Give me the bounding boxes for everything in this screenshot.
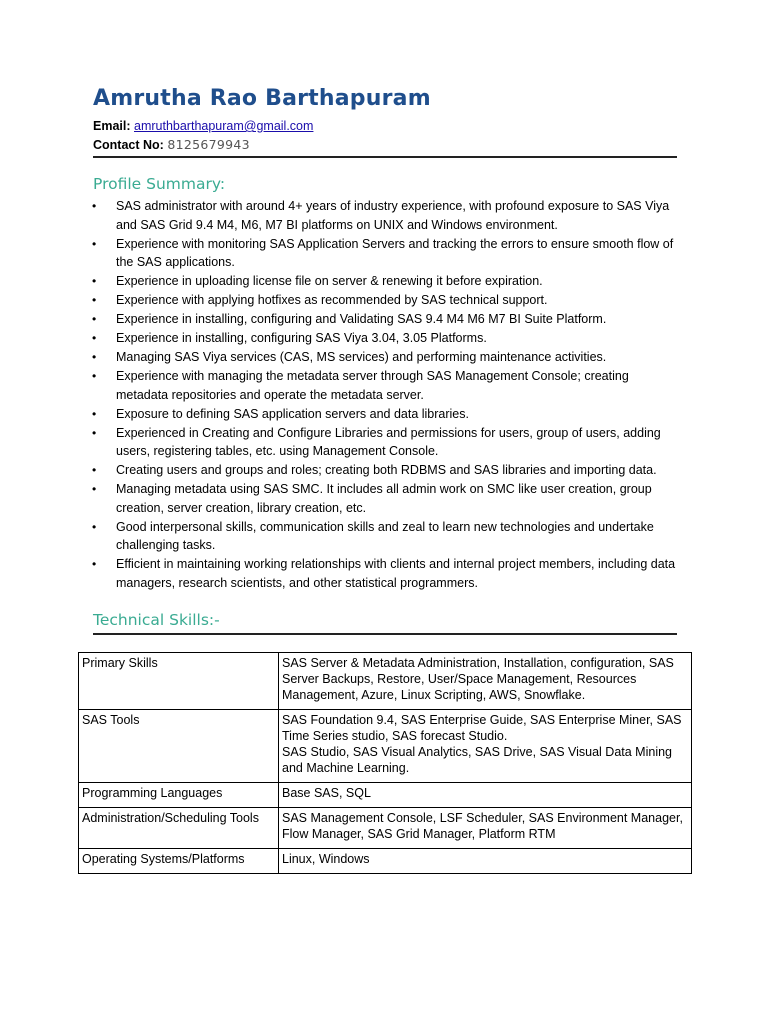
profile-bullet-text: Experience with managing the metadata server through SAS Management Console; creating metadata repositories and operate the metadata server.	[116, 369, 629, 402]
phone-line	[93, 137, 250, 152]
profile-summary-list	[93, 197, 683, 593]
profile-bullet-item	[93, 367, 683, 404]
skill-values	[279, 808, 692, 849]
bullet-icon: •	[92, 350, 97, 364]
email-link[interactable]: amruthbarthapuram@gmail.com	[134, 119, 314, 133]
bullet-icon: •	[92, 425, 97, 440]
header-divider	[93, 156, 677, 158]
profile-bullet-text: Experience in installing, configuring SAS Viya 3.04, 3.05 Platforms.	[116, 331, 487, 345]
candidate-name: Amrutha Rao Barthapuram	[93, 86, 431, 111]
bullet-icon: •	[92, 557, 97, 571]
email-line	[93, 119, 313, 133]
skill-category: SAS Tools	[79, 710, 279, 783]
profile-bullet-item	[93, 197, 683, 234]
bullet-icon: •	[92, 369, 97, 383]
skill-values	[279, 710, 692, 783]
profile-bullet-item	[93, 310, 683, 329]
profile-bullet-item	[93, 405, 683, 424]
profile-bullet-item	[93, 272, 683, 291]
bullet-icon: •	[92, 482, 97, 496]
profile-summary-title: Profile Summary:	[93, 175, 226, 193]
technical-skills-title: Technical Skills:-	[93, 611, 220, 629]
profile-bullet-text: SAS administrator with around 4+ years of industry experience, with profound exposure to SAS Viya and SAS Grid 9.4 M4, M6, M7 BI platforms on UNIX and Windows environment.	[116, 199, 670, 232]
profile-bullet-text: Experience in uploading license file on server & renewing it before expiration.	[116, 274, 543, 288]
bullet-icon: •	[92, 463, 97, 477]
profile-bullet-item	[93, 555, 683, 592]
email-label: Email:	[93, 119, 131, 133]
skills-table-row	[79, 710, 692, 783]
skills-table-row	[79, 849, 692, 874]
skill-values-line: Base SAS, SQL	[282, 786, 371, 800]
phone-number: 8125679943	[167, 137, 250, 152]
bullet-icon: •	[92, 331, 97, 345]
skill-category: Administration/Scheduling Tools	[79, 808, 279, 849]
skill-values-line: SAS Foundation 9.4, SAS Enterprise Guide, SAS Enterprise Miner, SAS Time Series studio, SAS forecast Studio.	[282, 713, 682, 743]
bullet-icon: •	[92, 236, 97, 251]
bullet-icon: •	[92, 312, 97, 326]
phone-label: Contact No:	[93, 138, 164, 152]
skills-table-row	[79, 653, 692, 710]
skill-values-line: SAS Studio, SAS Visual Analytics, SAS Drive, SAS Visual Data Mining and Machine Learning.	[282, 745, 673, 775]
profile-bullet-text: Managing SAS Viya services (CAS, MS services) and performing maintenance activities.	[116, 350, 607, 364]
skills-table-row	[79, 783, 692, 808]
bullet-icon: •	[92, 199, 97, 213]
skill-values-line: Linux, Windows	[282, 852, 370, 866]
skill-category: Primary Skills	[79, 653, 279, 710]
skill-values	[279, 849, 692, 874]
profile-bullet-item	[93, 518, 683, 555]
bullet-icon: •	[92, 274, 97, 288]
profile-bullet-item	[93, 424, 683, 461]
profile-bullet-item	[93, 348, 683, 367]
bullet-icon: •	[92, 519, 97, 534]
profile-bullet-text: Good interpersonal skills, communication skills and zeal to learn new technologies and undertake challenging tasks.	[116, 519, 654, 552]
skill-values-line: SAS Server & Metadata Administration, Installation, configuration, SAS Server Backups, Restore, User/Space Management, Resources Management, Azure, Linux Scripting, AWS, Snowflake.	[282, 656, 674, 702]
profile-bullet-item	[93, 461, 683, 480]
skills-table	[78, 652, 692, 874]
skill-values-line: SAS Management Console, LSF Scheduler, SAS Environment Manager, Flow Manager, SAS Grid Manager, Platform RTM	[282, 811, 683, 841]
profile-bullet-item	[93, 329, 683, 348]
skills-table-row	[79, 808, 692, 849]
profile-bullet-item	[93, 235, 683, 272]
bullet-icon: •	[92, 293, 97, 307]
skill-values	[279, 653, 692, 710]
profile-bullet-item	[93, 480, 683, 517]
profile-bullet-text: Experience with monitoring SAS Application Servers and tracking the errors to ensure smooth flow of the SAS applications.	[116, 236, 674, 269]
profile-bullet-item	[93, 291, 683, 310]
profile-bullet-text: Creating users and groups and roles; creating both RDBMS and SAS libraries and importing data.	[116, 463, 657, 477]
profile-bullet-text: Experience in installing, configuring and Validating SAS 9.4 M4 M6 M7 BI Suite Platform.	[116, 312, 607, 326]
profile-bullet-text: Managing metadata using SAS SMC. It includes all admin work on SMC like user creation, group creation, server creation, library creation, etc.	[116, 482, 652, 515]
profile-bullet-text: Experience with applying hotfixes as recommended by SAS technical support.	[116, 293, 548, 307]
profile-bullet-text: Experienced in Creating and Configure Libraries and permissions for users, group of users, adding users, registering tables, etc. using Management Console.	[116, 425, 661, 458]
profile-bullet-text: Efficient in maintaining working relationships with clients and internal project members, including data managers, research scientists, and other statistical programmers.	[116, 557, 676, 590]
technical-divider	[93, 633, 677, 635]
skill-category: Operating Systems/Platforms	[79, 849, 279, 874]
skill-values	[279, 783, 692, 808]
skill-category: Programming Languages	[79, 783, 279, 808]
bullet-icon: •	[92, 406, 97, 421]
profile-bullet-text: Exposure to defining SAS application servers and data libraries.	[116, 406, 469, 421]
